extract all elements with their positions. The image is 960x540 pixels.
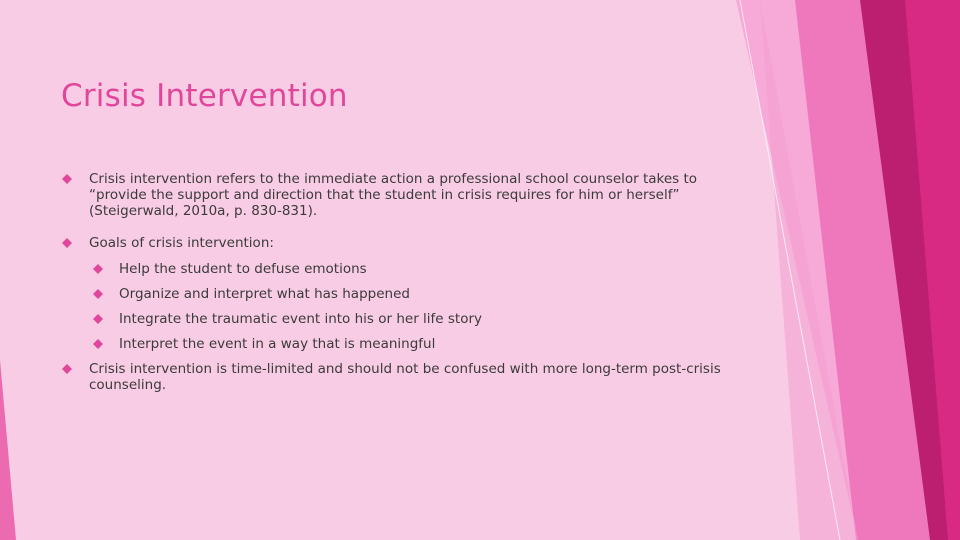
bullet-item bbox=[62, 235, 742, 251]
sub-bullet-text: Organize and interpret what has happened bbox=[119, 286, 410, 302]
bullet-text: Crisis intervention refers to the immediate action a professional school counselor takes to “provide the support and direction that the student in crisis requires for him or herself” (Steigerwald, 2010a, p. 830-831). bbox=[89, 171, 698, 219]
sub-bullet-item bbox=[62, 311, 742, 327]
diamond-bullet-icon bbox=[93, 289, 103, 299]
diamond-bullet-icon bbox=[93, 314, 103, 324]
diamond-bullet-icon bbox=[62, 238, 72, 248]
diamond-bullet-icon bbox=[93, 264, 103, 274]
diamond-bullet-icon bbox=[62, 364, 72, 374]
bullet-item bbox=[62, 361, 742, 393]
sub-bullet-text: Integrate the traumatic event into his or her life story bbox=[119, 311, 483, 327]
sub-bullet-item bbox=[62, 286, 742, 302]
sub-bullet-text: Help the student to defuse emotions bbox=[119, 261, 367, 277]
slide-title: Crisis Intervention bbox=[61, 78, 348, 114]
bullet-item bbox=[62, 171, 742, 219]
bullet-text: Goals of crisis intervention: bbox=[89, 235, 274, 251]
slide-body bbox=[62, 171, 742, 393]
left-accent-shape bbox=[0, 360, 16, 540]
sub-bullet-item bbox=[62, 261, 742, 277]
bullet-text: Crisis intervention is time-limited and should not be confused with more long-term post-crisis counseling. bbox=[89, 361, 721, 393]
sub-bullet-item bbox=[62, 336, 742, 352]
diamond-bullet-icon bbox=[62, 174, 72, 184]
sub-bullet-text: Interpret the event in a way that is meaningful bbox=[119, 336, 436, 352]
diamond-bullet-icon bbox=[93, 339, 103, 349]
